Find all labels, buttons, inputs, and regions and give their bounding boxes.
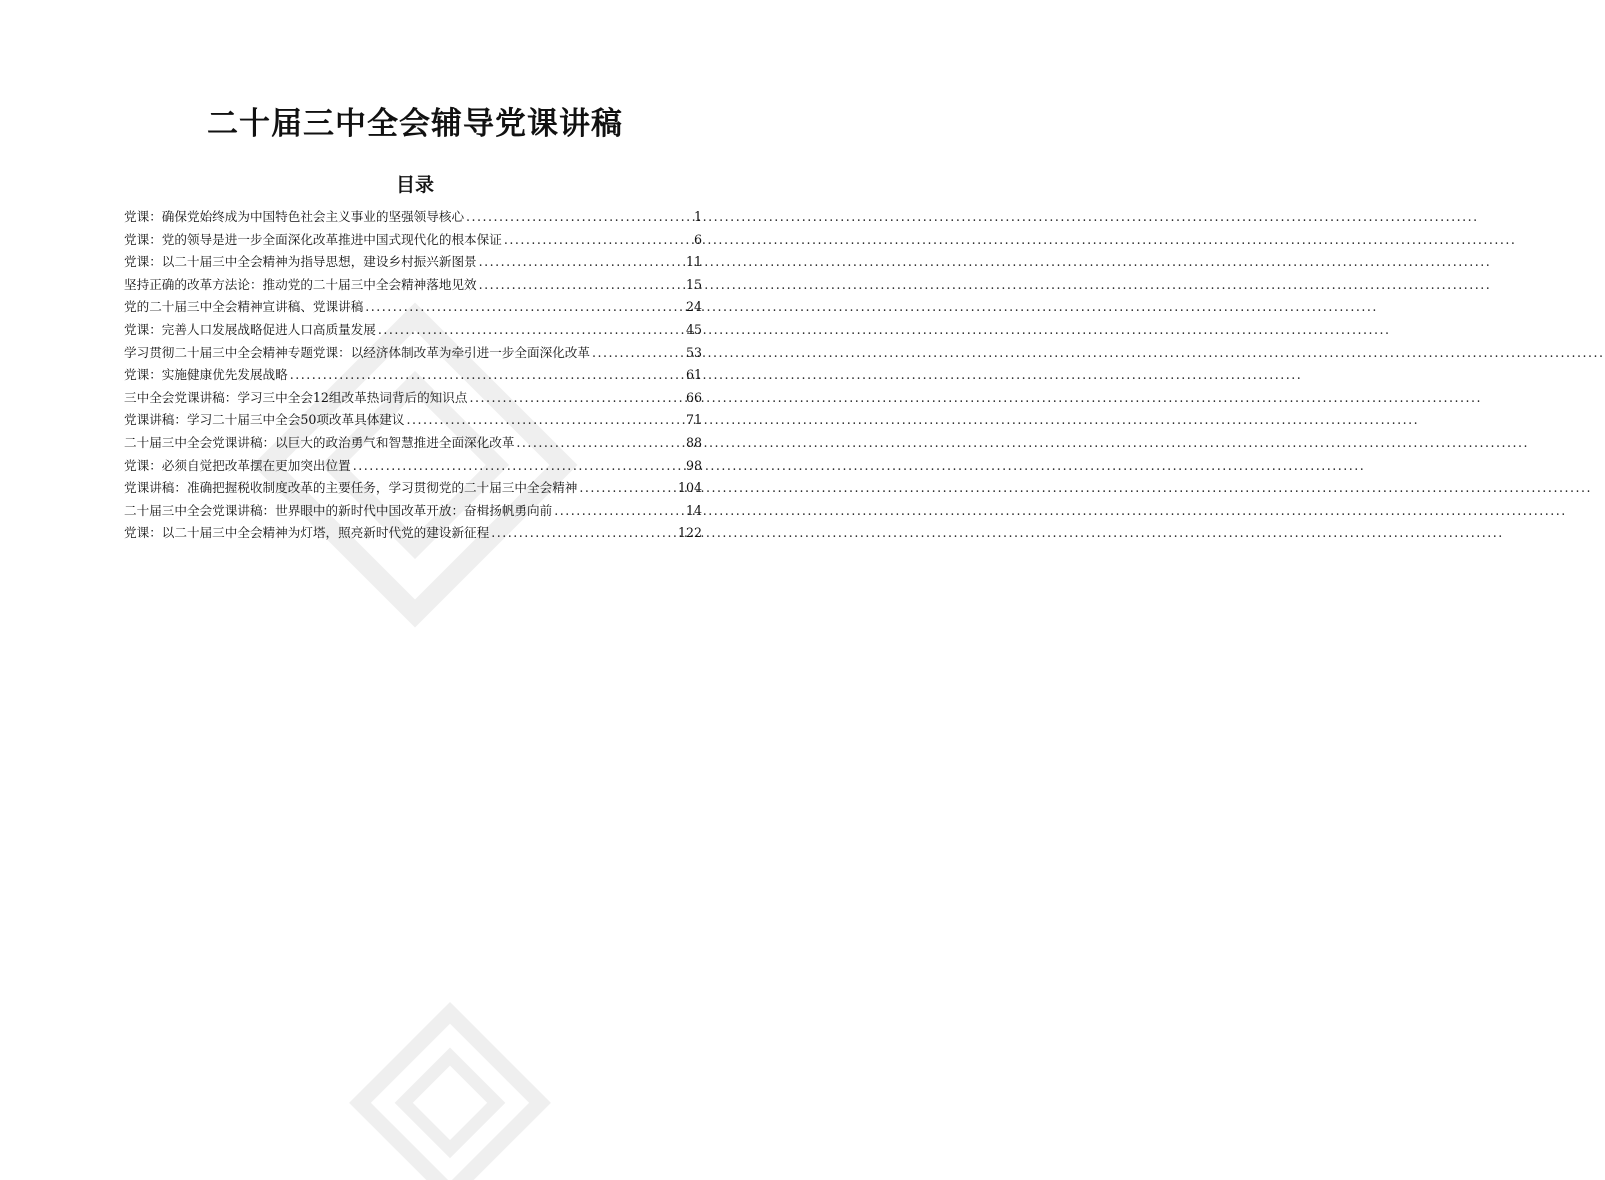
watermark-logo: [320, 1000, 580, 1180]
toc-entry-title: 党课讲稿：准确把握税收制度改革的主要任务，学习贯彻党的二十届三中全会精神: [124, 480, 578, 496]
toc-entry-page-number: 14: [685, 502, 702, 518]
toc-entry[interactable]: [124, 274, 702, 297]
table-of-contents: [124, 206, 702, 545]
toc-entry-page-number: 11: [685, 254, 702, 270]
toc-entry-page-number: 88: [685, 434, 702, 450]
toc-entry-page-number: 15: [685, 276, 702, 292]
toc-entry-title: 学习贯彻二十届三中全会精神专题党课：以经济体制改革为牵引进一步全面深化改革: [124, 344, 590, 360]
toc-entry-page-number: 61: [685, 367, 702, 383]
toc-entry-page-number: 66: [685, 389, 702, 405]
toc-entry-page-number: 104: [677, 480, 702, 496]
toc-entry[interactable]: [124, 500, 702, 523]
toc-entry[interactable]: [124, 522, 702, 545]
toc-entry-title: 党课讲稿：学习二十届三中全会50项改革具体建议: [124, 412, 405, 428]
toc-dot-leader: [577, 477, 674, 500]
toc-entry-page-number: 24: [685, 299, 702, 315]
toc-dot-leader: [376, 319, 682, 342]
toc-heading: 目录: [395, 174, 434, 196]
toc-entry[interactable]: [124, 364, 702, 387]
toc-entry-title: 党课：实施健康优先发展战略: [124, 367, 288, 383]
toc-entry[interactable]: [124, 319, 702, 342]
toc-entry-page-number: 6: [693, 231, 702, 247]
toc-entry-title: 党课：确保党始终成为中国特色社会主义事业的坚强领导核心: [124, 209, 465, 224]
toc-entry[interactable]: [124, 477, 702, 500]
toc-entry-page-number: 53: [685, 344, 702, 360]
toc-entry-title: 党课：党的领导是进一步全面深化改革推进中国式现代化的根本保证: [124, 231, 502, 247]
toc-entry[interactable]: [124, 296, 702, 319]
toc-entry-title: 党课：完善人口发展战略促进人口高质量发展: [124, 321, 376, 337]
toc-dot-leader: [464, 206, 690, 229]
toc-entry-page-number: 71: [685, 412, 702, 428]
toc-entry[interactable]: [124, 342, 702, 365]
toc-entry-page-number: 122: [677, 525, 702, 541]
toc-entry[interactable]: [124, 387, 702, 410]
toc-dot-leader: [502, 229, 690, 252]
toc-entry-title: 二十届三中全会党课讲稿：世界眼中的新时代中国改革开放：奋楫扬帆勇向前: [124, 502, 553, 518]
toc-entry-title: 党的二十届三中全会精神宣讲稿、党课讲稿: [124, 299, 364, 315]
toc-entry-page-number: 98: [685, 457, 702, 473]
toc-entry[interactable]: [124, 432, 702, 455]
toc-entry[interactable]: [124, 409, 702, 432]
toc-dot-leader: [552, 500, 682, 523]
toc-entry-title: 党课：以二十届三中全会精神为灯塔，照亮新时代党的建设新征程: [124, 525, 490, 541]
toc-entry[interactable]: [124, 455, 702, 478]
toc-entry-title: 党课：以二十届三中全会精神为指导思想，建设乡村振兴新图景: [124, 254, 477, 270]
toc-entry-title: 坚持正确的改革方法论：推动党的二十届三中全会精神落地见效: [124, 276, 477, 292]
toc-dot-leader: [288, 364, 682, 387]
toc-entry[interactable]: [124, 229, 702, 252]
toc-entry-page-number: 45: [685, 321, 702, 337]
document-title: 二十届三中全会辅导党课讲稿: [207, 106, 623, 142]
toc-entry-page-number: 1: [693, 209, 702, 224]
toc-entry-title: 二十届三中全会党课讲稿：以巨大的政治勇气和智慧推进全面深化改革: [124, 434, 515, 450]
toc-dot-leader: [590, 342, 682, 365]
toc-entry[interactable]: [124, 251, 702, 274]
toc-dot-leader: [363, 296, 682, 319]
toc-dot-leader: [467, 387, 682, 410]
toc-entry-title: 三中全会党课讲稿：学习三中全会12组改革热词背后的知识点: [124, 389, 468, 405]
toc-dot-leader: [489, 522, 674, 545]
toc-dot-leader: [405, 409, 682, 432]
toc-entry[interactable]: [124, 206, 702, 229]
toc-dot-leader: [477, 274, 682, 297]
toc-dot-leader: [514, 432, 682, 455]
toc-dot-leader: [351, 455, 682, 478]
toc-entry-title: 党课：必须自觉把改革摆在更加突出位置: [124, 457, 351, 473]
toc-dot-leader: [477, 251, 682, 274]
